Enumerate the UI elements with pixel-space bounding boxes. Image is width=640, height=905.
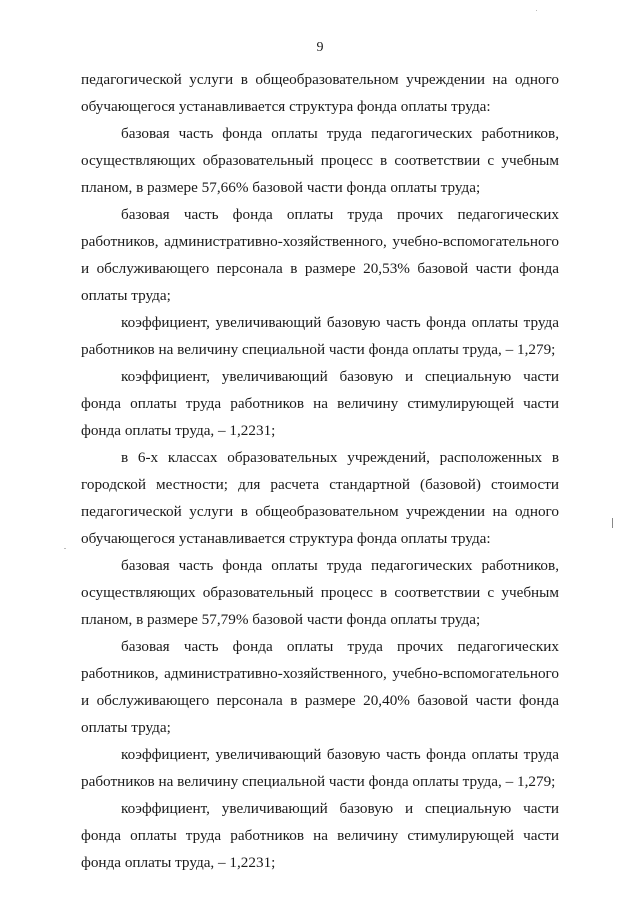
paragraph-4: коэффициент, увеличивающий базовую часть фонда оплаты труда работников на величину специальной части фонда оплаты труда, – 1,279; — [81, 314, 559, 358]
paragraph-6: в 6-х классах образовательных учреждений, расположенных в городской местности; для расчета стандартной (базовой) стоимости педагогической услуги в общеобразовательном учреждении на одного обучающегося устанавливается структура фонда оплаты труда: — [81, 449, 559, 547]
paragraph-8: базовая часть фонда оплаты труда прочих педагогических работников, административно-хозяйственного, учебно-вспомогательного и обслуживающего персонала в размере 20,40% базовой части фонда оплаты труда; — [81, 638, 559, 736]
scan-artifact-right — [612, 518, 613, 528]
paragraph-1: педагогической услуги в общеобразовательном учреждении на одного обучающегося устанавливается структура фонда оплаты труда: — [81, 71, 559, 115]
paragraph-2: базовая часть фонда оплаты труда педагогических работников, осуществляющих образовательный процесс в соответствии с учебным планом, в размере 57,66% базовой части фонда оплаты труда; — [81, 125, 559, 196]
paragraph-3: базовая часть фонда оплаты труда прочих педагогических работников, административно-хозяйственного, учебно-вспомогательного и обслуживающего персонала в размере 20,53% базовой части фонда оплаты труда; — [81, 206, 559, 304]
scan-artifact-top — [536, 10, 537, 11]
paragraph-10: коэффициент, увеличивающий базовую и специальную части фонда оплаты труда работников на величину стимулирующей части фонда оплаты труда, – 1,2231; — [81, 800, 559, 871]
paragraph-7: базовая часть фонда оплаты труда педагогических работников, осуществляющих образовательный процесс в соответствии с учебным планом, в размере 57,79% базовой части фонда оплаты труда; — [81, 557, 559, 628]
paragraph-5: коэффициент, увеличивающий базовую и специальную части фонда оплаты труда работников на величину стимулирующей части фонда оплаты труда, – 1,2231; — [81, 368, 559, 439]
page-number: 9 — [316, 40, 324, 55]
paragraph-9: коэффициент, увеличивающий базовую часть фонда оплаты труда работников на величину специальной части фонда оплаты труда, – 1,279; — [81, 746, 559, 790]
document-body — [81, 66, 559, 876]
scan-artifact-left — [64, 548, 66, 549]
